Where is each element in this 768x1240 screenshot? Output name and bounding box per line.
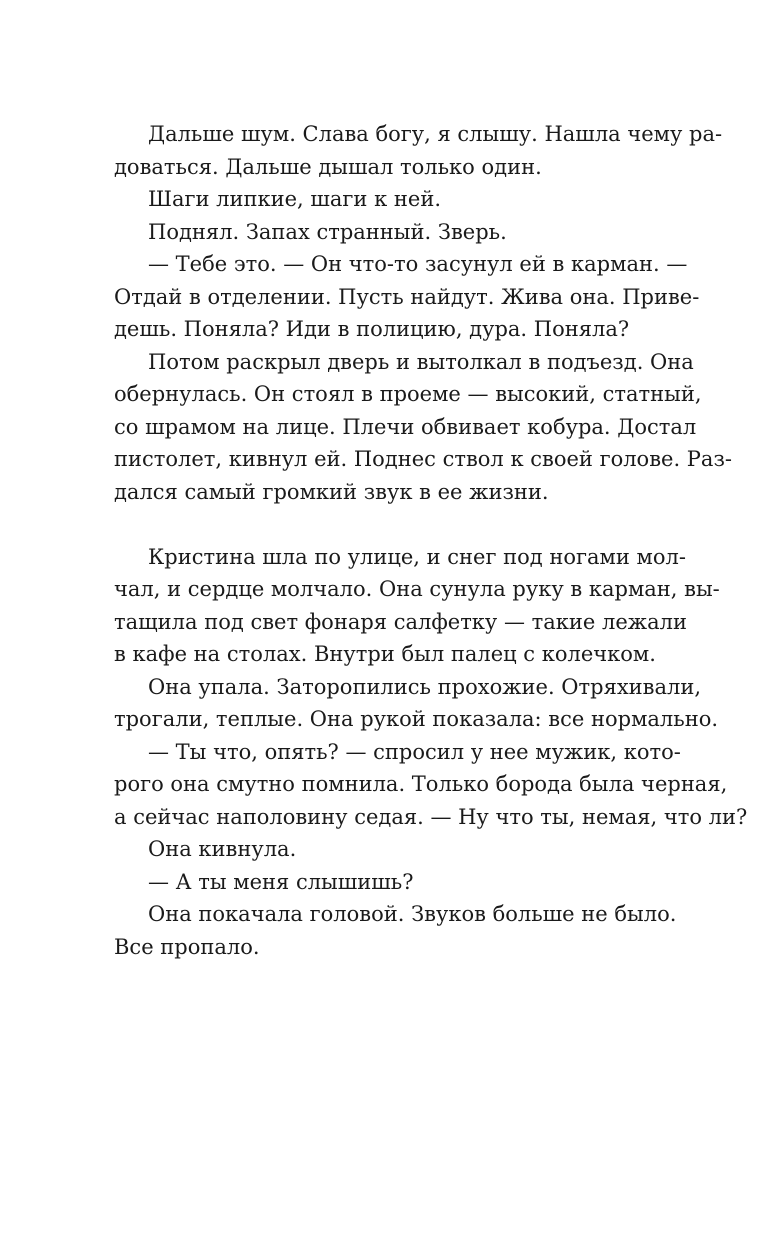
- text-line: Она упала. Заторопились прохожие. Отряхивали,: [148, 674, 702, 699]
- text-line: Потом раскрыл дверь и вытолкал в подъезд. Она: [148, 349, 694, 374]
- text-line: в кафе на столах. Внутри был палец с колечком.: [114, 642, 656, 666]
- paragraph: [114, 346, 733, 509]
- text-line: а сейчас наполовину седая. — Ну что ты, немая, что ли?: [114, 804, 748, 829]
- text-line: чал, и сердце молчало. Она сунула руку в карман, вы-: [114, 577, 720, 601]
- text-line: Она кивнула.: [148, 837, 297, 861]
- section-break: [114, 508, 651, 541]
- text-line: Кристина шла по улице, и снег под ногами мол-: [148, 544, 686, 569]
- text-line: доваться. Дальше дышал только один.: [114, 154, 542, 179]
- text-line: рого она смутно помнила. Только борода была черная,: [114, 772, 728, 796]
- text-line: тащила под свет фонаря салфетку — такие лежали: [114, 609, 687, 634]
- paragraph: [114, 833, 651, 866]
- section-1: [114, 118, 733, 508]
- text-line: — А ты меня слышишь?: [148, 869, 414, 894]
- text-line: дешь. Поняла? Иди в полицию, дура. Поняла?: [114, 317, 630, 341]
- text-line: Она покачала головой. Звуков больше не было.: [148, 902, 677, 926]
- text-line: Все пропало.: [114, 934, 260, 959]
- paragraph: [114, 898, 677, 963]
- text-line: пистолет, кивнул ей. Поднес ствол к своей голове. Раз-: [114, 447, 733, 471]
- text-line: Отдай в отделении. Пусть найдут. Жива она. Приве-: [114, 284, 700, 309]
- text-line: трогали, теплые. Она рукой показала: все нормально.: [114, 707, 719, 731]
- text-line: Поднял. Запах странный. Зверь.: [148, 219, 507, 244]
- paragraph: [114, 183, 651, 216]
- book-page: [114, 118, 748, 963]
- paragraph: [114, 736, 748, 834]
- paragraph: [114, 248, 700, 346]
- text-line: со шрамом на лице. Плечи обвивает кобура. Достал: [114, 414, 697, 439]
- text-line: дался самый громкий звук в ее жизни.: [114, 479, 549, 504]
- paragraph: [114, 216, 651, 249]
- paragraph: [114, 118, 723, 183]
- text-line: — Ты что, опять? — спросил у нее мужик, кото-: [148, 739, 681, 764]
- text-line: обернулась. Он стоял в проеме — высокий, статный,: [114, 382, 702, 406]
- text-line: Дальше шум. Слава богу, я слышу. Нашла чему ра-: [148, 122, 723, 146]
- paragraph: [114, 866, 651, 899]
- paragraph: [114, 541, 720, 671]
- paragraph: [114, 671, 719, 736]
- section-2: [114, 541, 748, 964]
- text-line: — Тебе это. — Он что-то засунул ей в карман. —: [148, 252, 688, 276]
- text-line: Шаги липкие, шаги к ней.: [148, 187, 442, 211]
